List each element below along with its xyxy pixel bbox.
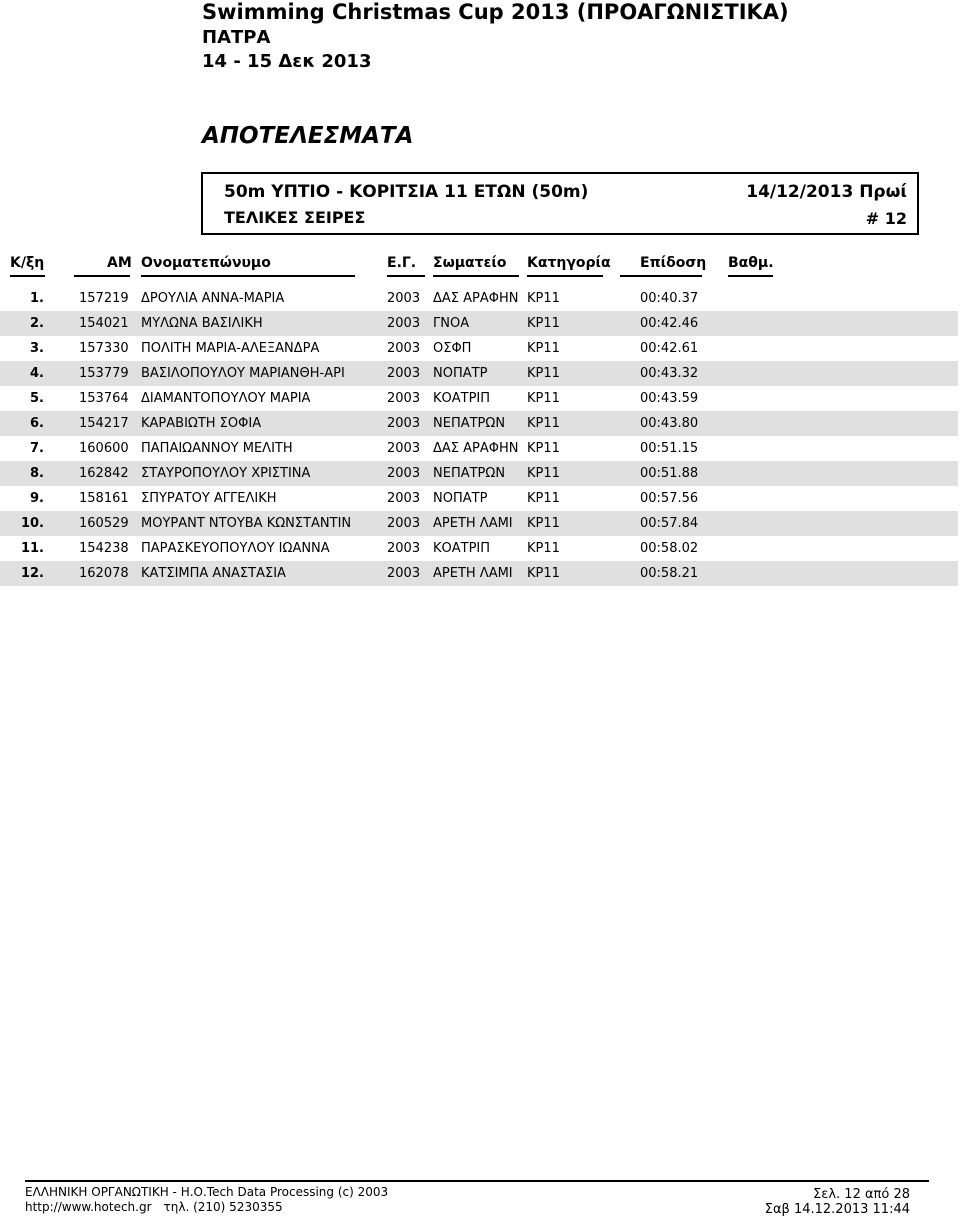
result-birth-year: 2003: [387, 466, 421, 481]
footer-organizer: ΕΛΛΗΝΙΚΗ ΟΡΓΑΝΩΤΙΚΗ - Η.Ο.Tech Data Processing (c) 2003: [25, 1185, 389, 1199]
result-birth-year: 2003: [387, 541, 421, 556]
result-am: 160600: [79, 441, 129, 456]
result-time: 00:43.80: [640, 416, 699, 431]
result-club: ΝΕΠΑΤΡΩΝ: [433, 416, 506, 431]
result-time: 00:43.32: [640, 366, 699, 381]
result-am: 154238: [79, 541, 129, 556]
result-swimmer-name: ΚΑΡΑΒΙΩΤΗ ΣΟΦΙΑ: [141, 416, 262, 431]
result-club: ΝΕΠΑΤΡΩΝ: [433, 466, 506, 481]
result-am: 157219: [79, 291, 129, 306]
result-am: 153764: [79, 391, 129, 406]
result-rank: 5.: [30, 391, 44, 406]
column-underline: [527, 275, 603, 277]
result-am: 160529: [79, 516, 129, 531]
result-time: 00:57.56: [640, 491, 699, 506]
column-header-rank: Κ/ξη: [10, 255, 45, 271]
result-time: 00:58.21: [640, 566, 699, 581]
event-name: 50m ΥΠΤΙΟ - ΚΟΡΙΤΣΙΑ 11 ΕΤΩΝ (50m): [224, 182, 589, 202]
result-am: 154217: [79, 416, 129, 431]
result-category: ΚΡ11: [527, 341, 560, 356]
result-rank: 1.: [30, 291, 44, 306]
column-header-time: Επίδοση: [640, 255, 707, 271]
table-row: [0, 286, 958, 311]
result-am: 153779: [79, 366, 129, 381]
result-swimmer-name: ΔΡΟΥΛΙΑ ΑΝΝΑ-ΜΑΡΙΑ: [141, 291, 285, 306]
result-birth-year: 2003: [387, 316, 421, 331]
result-time: 00:42.61: [640, 341, 699, 356]
result-rank: 4.: [30, 366, 44, 381]
result-swimmer-name: ΔΙΑΜΑΝΤΟΠΟΥΛΟΥ ΜΑΡΙΑ: [141, 391, 311, 406]
event-datetime: 14/12/2013 Πρωί: [746, 182, 907, 202]
result-time: 00:51.88: [640, 466, 699, 481]
result-club: ΟΣΦΠ: [433, 341, 472, 356]
results-heading: ΑΠΟΤΕΛΕΣΜΑΤΑ: [202, 123, 414, 149]
result-rank: 12.: [20, 566, 44, 581]
result-swimmer-name: ΣΤΑΥΡΟΠΟΥΛΟΥ ΧΡΙΣΤΙΝΑ: [141, 466, 311, 481]
table-row: [0, 561, 958, 586]
column-underline: [74, 275, 130, 277]
column-underline: [433, 275, 519, 277]
result-club: ΓΝΟΑ: [433, 316, 470, 331]
footer-page-number: Σελ. 12 από 28: [813, 1187, 910, 1202]
column-underline: [10, 275, 45, 277]
result-category: ΚΡ11: [527, 466, 560, 481]
footer-phone: τηλ. (210) 5230355: [163, 1200, 283, 1214]
result-birth-year: 2003: [387, 416, 421, 431]
column-underline: [141, 275, 355, 277]
footer-print-timestamp: Σαβ 14.12.2013 11:44: [764, 1202, 910, 1217]
column-header-name: Ονοματεπώνυμο: [141, 255, 271, 271]
result-rank: 6.: [30, 416, 44, 431]
result-club: ΝΟΠΑΤΡ: [433, 366, 488, 381]
footer-contact: [25, 1200, 283, 1214]
result-time: 00:40.37: [640, 291, 699, 306]
result-category: ΚΡ11: [527, 516, 560, 531]
result-category: ΚΡ11: [527, 566, 560, 581]
result-category: ΚΡ11: [527, 291, 560, 306]
result-rank: 11.: [20, 541, 44, 556]
competition-city: ΠΑΤΡΑ: [202, 27, 271, 48]
result-swimmer-name: ΣΠΥΡΑΤΟΥ ΑΓΓΕΛΙΚΗ: [141, 491, 277, 506]
result-am: 157330: [79, 341, 129, 356]
column-header-yob: Ε.Γ.: [387, 255, 417, 271]
footer-url[interactable]: http://www.hotech.gr: [25, 1200, 152, 1214]
result-birth-year: 2003: [387, 491, 421, 506]
result-am: 162078: [79, 566, 129, 581]
result-birth-year: 2003: [387, 441, 421, 456]
result-category: ΚΡ11: [527, 391, 560, 406]
table-row: [0, 336, 958, 361]
result-birth-year: 2003: [387, 366, 421, 381]
column-header-points: Βαθμ.: [728, 255, 774, 271]
result-swimmer-name: ΠΟΛΙΤΗ ΜΑΡΙΑ-ΑΛΕΞΑΝΔΡΑ: [141, 341, 320, 356]
result-rank: 9.: [30, 491, 44, 506]
table-row: [0, 311, 958, 336]
result-am: 154021: [79, 316, 129, 331]
result-time: 00:42.46: [640, 316, 699, 331]
result-category: ΚΡ11: [527, 441, 560, 456]
result-swimmer-name: ΚΑΤΣΙΜΠΑ ΑΝΑΣΤΑΣΙΑ: [141, 566, 286, 581]
result-birth-year: 2003: [387, 291, 421, 306]
table-row: [0, 511, 958, 536]
result-swimmer-name: ΠΑΡΑΣΚΕΥΟΠΟΥΛΟΥ ΙΩΑΝΝΑ: [141, 541, 330, 556]
competition-dates: 14 - 15 Δεκ 2013: [202, 51, 372, 72]
table-row: [0, 361, 958, 386]
result-swimmer-name: ΜΥΛΩΝΑ ΒΑΣΙΛΙΚΗ: [141, 316, 263, 331]
result-swimmer-name: ΒΑΣΙΛΟΠΟΥΛΟΥ ΜΑΡΙΑΝΘΗ-ΑΡΙ: [141, 366, 345, 381]
result-club: ΚΟΑΤΡΙΠ: [433, 391, 491, 406]
table-row: [0, 461, 958, 486]
result-rank: 2.: [30, 316, 44, 331]
result-club: ΑΡΕΤΗ ΛΑΜΙ: [433, 566, 513, 581]
column-underline: [387, 275, 425, 277]
result-time: 00:58.02: [640, 541, 699, 556]
column-header-category: Κατηγορία: [527, 255, 611, 271]
result-category: ΚΡ11: [527, 416, 560, 431]
result-swimmer-name: ΜΟΥΡΑΝΤ ΝΤΟΥΒΑ ΚΩΝΣΤΑΝΤΙΝ: [141, 516, 352, 531]
result-birth-year: 2003: [387, 341, 421, 356]
table-row: [0, 436, 958, 461]
column-header-club: Σωματείο: [433, 255, 507, 271]
event-number: # 12: [865, 209, 907, 228]
result-category: ΚΡ11: [527, 541, 560, 556]
table-row: [0, 411, 958, 436]
result-club: ΔΑΣ ΑΡΑΦΗΝ: [433, 441, 519, 456]
event-info-box: [201, 172, 919, 235]
table-row: [0, 386, 958, 411]
result-birth-year: 2003: [387, 391, 421, 406]
result-rank: 3.: [30, 341, 44, 356]
result-club: ΝΟΠΑΤΡ: [433, 491, 488, 506]
result-rank: 8.: [30, 466, 44, 481]
column-underline: [620, 275, 702, 277]
result-club: ΔΑΣ ΑΡΑΦΗΝ: [433, 291, 519, 306]
result-swimmer-name: ΠΑΠΑΙΩΑΝΝΟΥ ΜΕΛΙΤΗ: [141, 441, 293, 456]
event-round: ΤΕΛΙΚΕΣ ΣΕΙΡΕΣ: [224, 208, 366, 227]
result-category: ΚΡ11: [527, 491, 560, 506]
table-row: [0, 536, 958, 561]
result-birth-year: 2003: [387, 566, 421, 581]
result-am: 158161: [79, 491, 129, 506]
result-category: ΚΡ11: [527, 366, 560, 381]
result-category: ΚΡ11: [527, 316, 560, 331]
competition-title: Swimming Christmas Cup 2013 (ΠΡΟΑΓΩΝΙΣΤΙΚΑ): [202, 0, 789, 24]
result-time: 00:57.84: [640, 516, 699, 531]
result-rank: 10.: [20, 516, 44, 531]
result-rank: 7.: [30, 441, 44, 456]
result-club: ΑΡΕΤΗ ΛΑΜΙ: [433, 516, 513, 531]
result-birth-year: 2003: [387, 516, 421, 531]
result-time: 00:43.59: [640, 391, 699, 406]
result-time: 00:51.15: [640, 441, 699, 456]
footer-divider: [25, 1180, 929, 1182]
column-header-am: ΑΜ: [107, 255, 132, 271]
result-am: 162842: [79, 466, 129, 481]
column-underline: [728, 275, 773, 277]
table-row: [0, 486, 958, 511]
result-club: ΚΟΑΤΡΙΠ: [433, 541, 491, 556]
